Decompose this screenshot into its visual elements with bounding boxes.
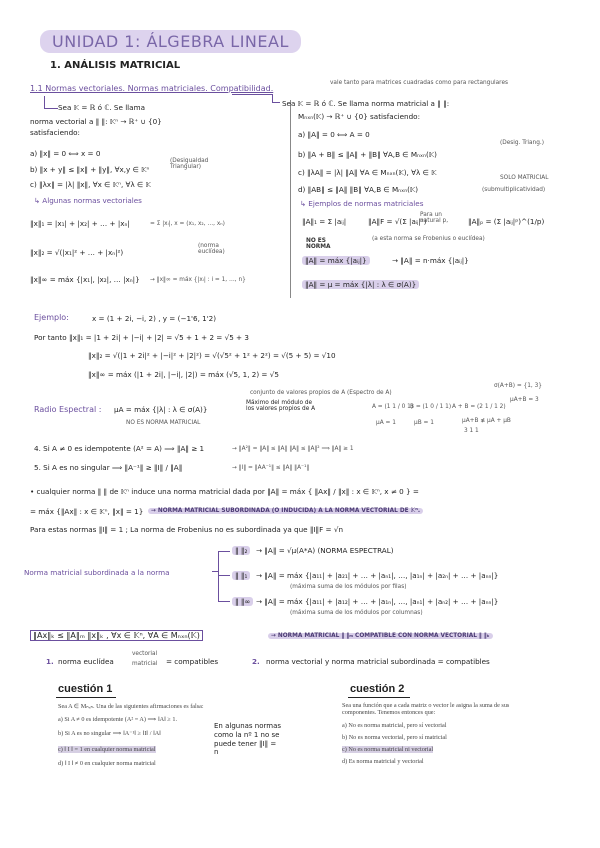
compat-euclidean: norma euclídea [58, 657, 114, 666]
fact-idempotent-proof: → ‖A²‖ = ‖A‖ ≤ ‖A‖ ‖A‖ ≤ ‖A‖² ⟹ ‖A‖ ≥ 1 [232, 446, 354, 452]
question-1-prompt: Sea A ∈ Mₙₓₙ. Una de las siguientes afirmaciones es falsa: [58, 703, 204, 710]
norm-inf-option: ‖ ‖∞ [232, 597, 253, 606]
vector-norm-definition: norma vectorial a ‖ ‖: 𝕂ⁿ → ℝ⁺ ∪ {0} [30, 117, 162, 126]
question-1-option-b[interactable]: b) Si A es no singular ⟹ ‖A⁻¹‖ ≥ ‖I‖ / ‖A‖ [58, 730, 161, 737]
spectral-radius-formula: μA = máx {|λ| : λ ∈ σ(A)} [114, 405, 208, 414]
norm-inf-result-note: (máxima suma de los módulos por columnas) [290, 610, 423, 616]
question-2-option-a[interactable]: a) No es norma matricial, pero sí vectorial [342, 722, 447, 729]
natural-p-note: Para un natural p, [420, 212, 449, 224]
example-norm-1: Por tanto ‖x‖₁ = |1 + 2i| + |−i| + |2| = √5 + 1 + 2 = √5 + 3 [34, 333, 249, 342]
connector-line [44, 108, 58, 109]
vector-axiom-a: a) ‖x‖ = 0 ⟺ x = 0 [30, 149, 101, 158]
spectral-norm-result: → ‖A‖ = √μ(A*A) (NORMA ESPECTRAL) [256, 546, 394, 555]
arrow-line [232, 94, 272, 95]
compat-subordinate: norma vectorial y norma matricial subordinada = compatibles [266, 657, 490, 666]
matrix-triangle-note: (Desig. Triang.) [500, 140, 544, 146]
fact-idempotent: 4. Si A ≠ 0 es idempotente (A² = A) ⟹ ‖A‖ ≥ 1 [34, 444, 205, 453]
induced-norm-definition: • cualquier norma ‖ ‖ de 𝕂ⁿ induce una norma matricial dada por ‖A‖ = máx { ‖Ax‖ / ‖x‖ : x ∈ 𝕂ⁿ, x ≠ 0 } = [30, 487, 419, 496]
subordinate-norm-label: Norma matricial subordinada a la norma [24, 568, 170, 577]
frobenius-not-subordinate: Para estas normas ‖I‖ = 1 ; La norma de Frobenius no es subordinada ya que ‖I‖F = √n [30, 525, 344, 534]
connector-line [44, 96, 45, 108]
question-1-option-d[interactable]: d) ‖ I ‖ ≠ 0 en cualquier norma matricial [58, 760, 156, 767]
matrix-norm-p: ‖A‖ₚ = (Σ |aᵢⱼ|ᵖ)^(1/p) [468, 217, 545, 226]
matrix-axiom-b: b) ‖A + B‖ ≤ ‖A‖ + ‖B‖ ∀A,B ∈ Mₙₓₙ(𝕂) [298, 150, 437, 159]
example-sum-radius: μA+B = 3 [510, 397, 539, 403]
vector-norm-examples-heading: ↳ Algunas normas vectoriales [34, 196, 142, 205]
question-1-title: cuestión 1 [58, 683, 113, 695]
compat-item-1-number: 1. [46, 657, 54, 666]
example-vectors: x = (1 + 2i, −i, 2) , y = (−1'6, 1'2) [92, 314, 217, 323]
frobenius-norm: ‖A‖F = √(Σ |aᵢⱼ|²) [368, 217, 427, 226]
brace-line [218, 551, 219, 601]
arrow-line [272, 94, 273, 102]
unit-title: UNIDAD 1: ÁLGEBRA LINEAL [40, 30, 301, 53]
matrix-norm-intro: Sea 𝕂 = ℝ ó ℂ. Se llama norma matricial a ‖ ‖: [282, 99, 450, 108]
norm-1-option: ‖ ‖₁ [232, 571, 250, 580]
norm-1-formula: ‖x‖₁ = |x₁| + |x₂| + … + |xₙ| [30, 219, 130, 228]
spectral-radius-meaning: Máximo del módulo de los valores propios de A [246, 400, 316, 412]
spectral-radius-entry: ‖A‖ = μ = máx {|λ| : λ ∈ σ(A)} [302, 280, 419, 289]
vector-norm-satisfying: satisfaciendo: [30, 128, 80, 137]
matrix-axiom-a: a) ‖A‖ = 0 ⟺ A = 0 [298, 130, 370, 139]
norm-2-option: ‖ ‖₂ [232, 546, 250, 555]
solo-matricial-note: SOLO MATRICIAL [500, 175, 549, 181]
example-matrix-a: A = (1 1 / 0 1) [372, 404, 414, 410]
example-mu-b: μB = 1 [414, 420, 434, 426]
matrix-norm-examples-heading: ↳ Ejemplos de normas matriciales [300, 199, 424, 208]
matrix-norm-domain: Mₙₓₙ(𝕂) → ℝ⁺ ∪ {0} satisfaciendo: [298, 112, 420, 121]
matrix-axiom-d: d) ‖AB‖ ≤ ‖A‖ ‖B‖ ∀A,B ∈ Mₙₓₙ(𝕂) [298, 185, 419, 194]
not-matrix-norm-note: NO ES NORMA MATRICIAL [126, 420, 201, 426]
norm-inf-note: → ‖x‖∞ = máx {|xᵢ| : i = 1, …, n} [150, 277, 246, 283]
max-entry-norm: ‖A‖ = máx {|aᵢⱼ|} [302, 256, 370, 265]
question-1-underline [56, 697, 116, 698]
arrow-line [272, 102, 280, 103]
scaled-max-norm: → ‖A‖ = n·máx {|aᵢⱼ|} [392, 256, 469, 265]
example-label: Ejemplo: [34, 313, 69, 322]
compat-vector: vectorial [132, 651, 158, 657]
question-2-option-c[interactable]: c) No es norma matricial ni vectorial [342, 746, 434, 753]
norm-2-note: (norma euclídea) [198, 243, 225, 255]
example-matrix-sum: A + B = (2 1 / 1 2) [452, 404, 506, 410]
vector-axiom-b: b) ‖x + y‖ ≤ ‖x‖ + ‖y‖, ∀x,y ∈ 𝕂ⁿ [30, 165, 150, 174]
fact-nonsingular-proof: → ‖I‖ = ‖AA⁻¹‖ ≤ ‖A‖ ‖A⁻¹‖ [232, 465, 310, 471]
vector-norm-intro: Sea 𝕂 = ℝ ó ℂ. Se llama [58, 103, 145, 112]
brace-line [212, 571, 218, 572]
matrix-norm-1: ‖A‖₁ = Σ |aᵢⱼ| [302, 217, 347, 226]
example-norm-inf: ‖x‖∞ = máx (|1 + 2i|, |−i|, |2|) = máx (√5, 1, 2) = √5 [88, 370, 279, 379]
matrix-axiom-c: c) ‖λA‖ = |λ| ‖A‖ ∀A ∈ Mₙₓₙ(𝕂), ∀λ ∈ 𝕂 [298, 168, 437, 177]
question-1-option-c[interactable]: c) ‖ I ‖ = 1 en cualquier norma matricial [58, 746, 156, 753]
compat-item-2-number: 2. [252, 657, 260, 666]
example-inequality: μA+B ≰ μA + μB [462, 418, 511, 424]
norm-inf-formula: ‖x‖∞ = máx {|x₁|, |x₂|, … |xₙ|} [30, 275, 140, 284]
compatibility-inequality: ‖Ax‖ₖ ≤ ‖A‖ₘ ‖x‖ₖ , ∀x ∈ 𝕂ⁿ, ∀A ∈ Mₙₓₙ(𝕂) [30, 630, 203, 641]
rectangular-note: vale tanto para matrices cuadradas como para rectangulares [330, 80, 509, 86]
question-1-option-a[interactable]: a) Si A ≠ 0 es idempotente (A² = A) ⟹ ‖A‖ ≥ 1. [58, 716, 177, 723]
example-norm-2: ‖x‖₂ = √(|1 + 2i|² + |−i|² + |2|²) = √(√5² + 1² + 2²) = √(5 + 5) = √10 [88, 351, 336, 360]
norm-1-note: = Σ |xᵢ|, x = (x₁, x₂, …, xₙ) [150, 221, 225, 227]
compat-matrix: matricial [132, 661, 158, 667]
fact-nonsingular: 5. Si A es no singular ⟹ ‖A⁻¹‖ ≥ ‖I‖ / ‖A‖ [34, 463, 183, 472]
section-title: 1. ANÁLISIS MATRICIAL [50, 60, 181, 71]
brace-line [218, 601, 230, 602]
spectral-radius-label: Radio Espectral : [34, 405, 102, 414]
vector-axiom-c: c) ‖λx‖ = |λ| ‖x‖, ∀x ∈ 𝕂ⁿ, ∀λ ∈ 𝕂 [30, 180, 151, 189]
brace-line [218, 551, 230, 552]
question-2-option-b[interactable]: b) No es norma vectorial, pero sí matricial [342, 734, 447, 741]
norm-1-result: → ‖A‖ = máx {|a₁₁| + |a₂₁| + … + |aₙ₁|, …, |a₁ₙ| + |a₂ₙ| + … + |aₙₙ|} [256, 571, 499, 580]
triangle-inequality-note: (Desigualdad Triangular) [170, 158, 209, 170]
question-2-option-d[interactable]: d) Es norma matricial y vectorial [342, 758, 424, 765]
example-values: 3 1 1 [464, 428, 479, 434]
norm-1-result-note: (máxima suma de los módulos por filas) [290, 584, 407, 590]
induced-norm-unit: = máx {‖Ax‖ : x ∈ 𝕂ⁿ, ‖x‖ = 1} [30, 507, 144, 516]
norm-2-formula: ‖x‖₂ = √(|x₁|² + … + |xₙ|²) [30, 248, 124, 257]
compat-euclidean-result: = compatibles [166, 657, 219, 666]
not-a-norm-badge: NO ES NORMA [306, 238, 331, 250]
question-2-title: cuestión 2 [350, 683, 405, 695]
question-1-note: En algunas normas como la nº 1 no se puede tener ‖I‖ = n [214, 722, 282, 757]
compatibility-formula [30, 631, 203, 640]
column-divider [290, 100, 291, 298]
example-mu-a: μA = 1 [376, 420, 396, 426]
frobenius-note: (a esta norma se Frobenius o euclídea) [372, 236, 485, 242]
example-sum-spectrum: σ(A+B) = {1, 3} [494, 383, 542, 389]
question-2-prompt: Sea una función que a cada matriz o vector le asigna la suma de sus componentes. Tenemos entonces que: [342, 702, 510, 716]
subordinate-norm-highlight: → NORMA MATRICIAL SUBORDINADA (O INDUCIDA) A LA NORMA VECTORIAL DE 𝕂ⁿ. [148, 508, 423, 514]
subsection-title: 1.1 Normas vectoriales. Normas matriciales. Compatibilidad. [30, 84, 274, 93]
compatibility-result: → NORMA MATRICIAL ‖ ‖ₘ COMPATIBLE CON NORMA VECTORIAL ‖ ‖ₖ [268, 633, 493, 639]
example-matrix-b: B = (1 0 / 1 1) [410, 404, 452, 410]
question-2-underline [348, 697, 410, 698]
submultiplicativity-note: (submultiplicatividad) [482, 187, 546, 193]
spectrum-note: conjunto de valores propios de A (Espectro de A) [250, 390, 392, 396]
norm-inf-result: → ‖A‖ = máx {|a₁₁| + |a₁₂| + … + |a₁ₙ|, …, |aₙ₁| + |aₙ₂| + … + |aₙₙ|} [256, 597, 499, 606]
brace-line [218, 575, 230, 576]
